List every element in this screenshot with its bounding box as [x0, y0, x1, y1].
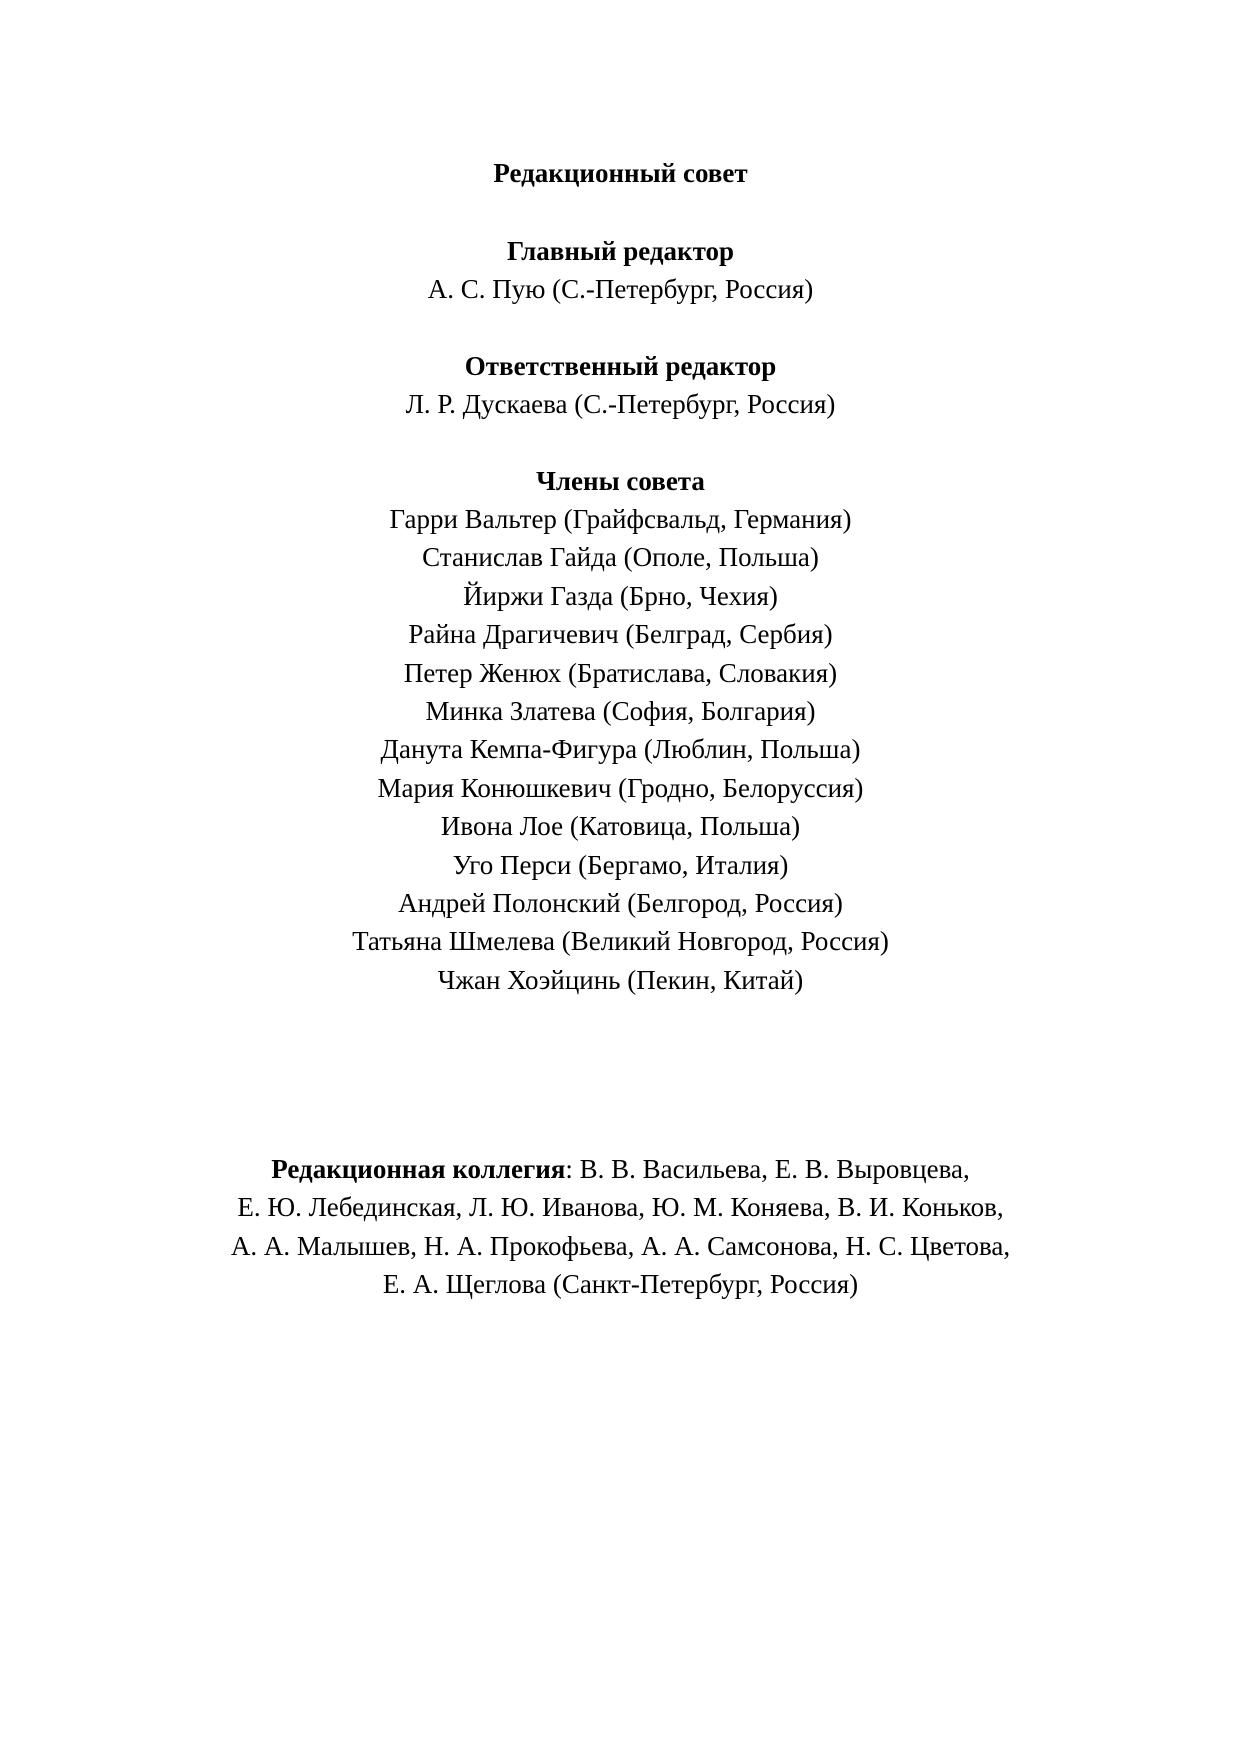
council-members-list	[0, 500, 1241, 999]
editorial-board-line: А. А. Малышев, Н. А. Прокофьева, А. А. Самсонова, Н. С. Цветова,	[230, 1230, 1011, 1261]
list-item: Ивона Лое (Катовица, Польша)	[440, 811, 801, 842]
list-item: Станислав Гайда (Ополе, Польша)	[422, 542, 819, 573]
council-members-heading: Члены совета	[536, 466, 705, 496]
list-item: Чжан Хоэйцинь (Пекин, Китай)	[437, 964, 804, 995]
editorial-board-label: Редакционная коллегия	[271, 1154, 566, 1184]
editorial-board-names: В. В. Васильева, Е. В. Выровцева,	[572, 1154, 970, 1184]
list-item: Уго Перси (Бергамо, Италия)	[452, 849, 789, 880]
list-item: Мария Конюшкевич (Гродно, Белоруссия)	[377, 772, 864, 803]
list-item: Андрей Полонский (Белгород, Россия)	[398, 888, 843, 919]
editorial-board-line	[0, 1150, 1241, 1188]
executive-editor-heading: Ответственный редактор	[464, 351, 777, 381]
list-item: Гарри Вальтер (Грайфсвальд, Германия)	[389, 504, 852, 534]
page-title: Редакционный совет	[493, 158, 748, 188]
editorial-board-line: Е. Ю. Лебединская, Л. Ю. Иванова, Ю. М. Коняева, В. И. Коньков,	[237, 1192, 1004, 1223]
chief-editor-name: А. С. Пую (С.-Петербург, Россия)	[427, 274, 814, 304]
editorial-board-separator: :	[565, 1154, 573, 1184]
editorial-board-paragraph	[0, 1150, 1241, 1303]
list-item: Петер Женюх (Братислава, Словакия)	[403, 657, 838, 688]
list-item: Йиржи Газда (Брно, Чехия)	[463, 580, 778, 611]
list-item: Райна Драгичевич (Белград, Сербия)	[408, 619, 833, 650]
list-item: Минка Златева (София, Болгария)	[425, 696, 816, 727]
executive-editor-name: Л. Р. Дускаева (С.-Петербург, Россия)	[405, 389, 836, 419]
list-item: Татьяна Шмелева (Великий Новгород, Россия)	[352, 926, 889, 957]
editorial-board-line: Е. А. Щеглова (Санкт-Петербург, Россия)	[382, 1268, 859, 1299]
list-item: Данута Кемпа-Фигура (Люблин, Польша)	[380, 734, 861, 765]
chief-editor-heading: Главный редактор	[506, 236, 735, 266]
